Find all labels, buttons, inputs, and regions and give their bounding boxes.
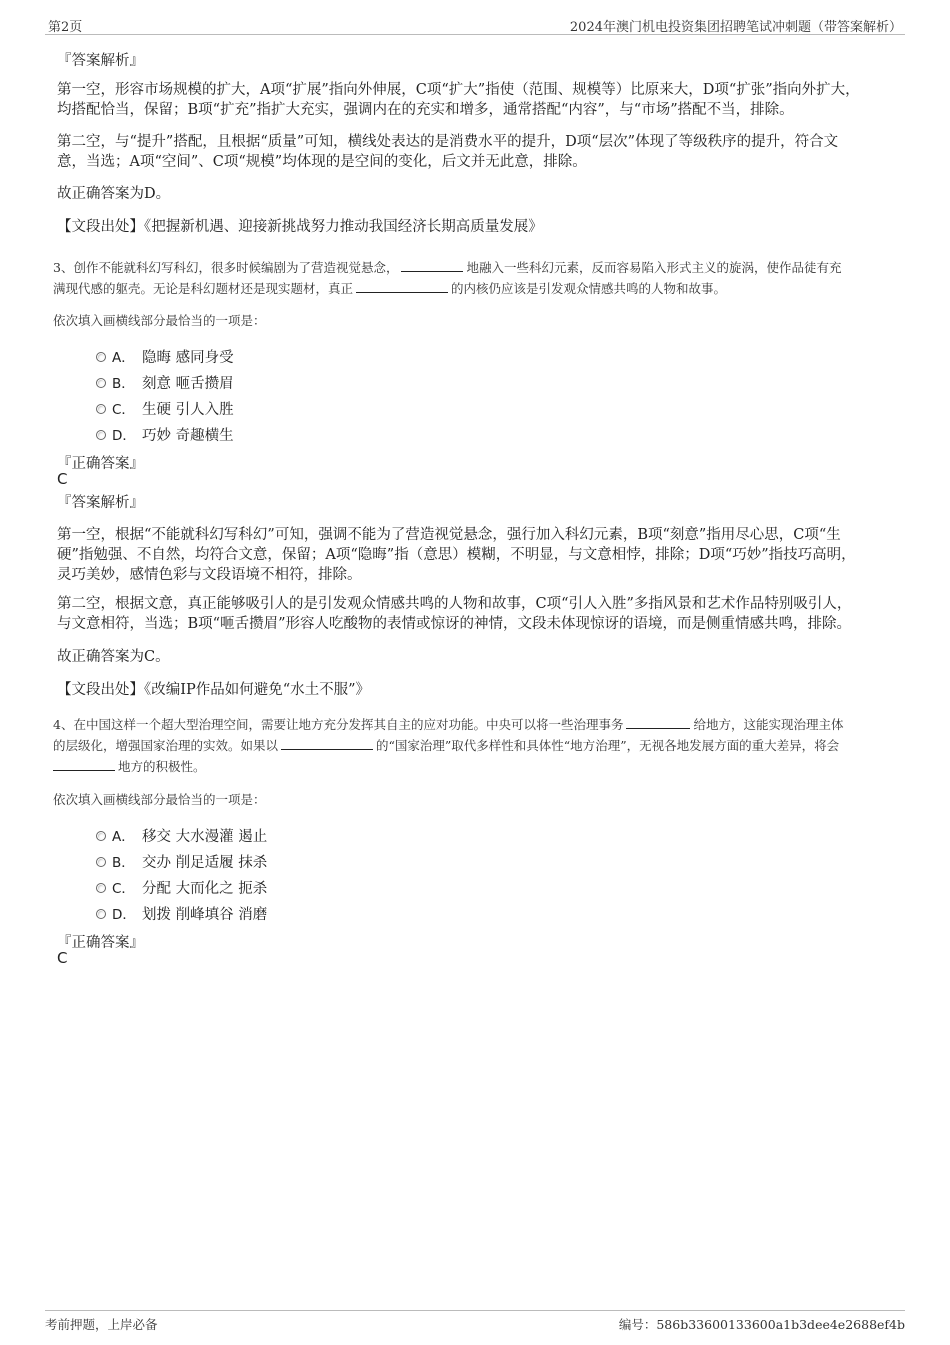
q3-option-d[interactable]: D． 巧妙 奇趣横生 [96,424,234,444]
q2-source: 【文段出处】《把握新机遇、迎接新挑战努力推动我国经济长期高质量发展》 [57,219,543,235]
text-line: 灵巧美妙，感情色彩与文段语境不相符，排除。 [57,567,362,583]
q3-option-a[interactable]: A． 隐晦 感同身受 [96,346,234,366]
radio-icon[interactable] [96,857,106,867]
q3-analysis-para-2 [57,594,902,634]
q2-analysis-para-2 [57,132,902,172]
q2-conclusion: 故正确答案为D。 [57,186,171,202]
text-line: 第二空，根据文意，真正能够吸引人的是引发观众情感共鸣的人物和故事，C项“引人入胜”多指风景和艺术作品特别吸引人， [57,596,852,612]
q3-option-b[interactable]: B． 刻意 咂舌攒眉 [96,372,234,392]
text-line: 4、在中国这样一个超大型治理空间，需要让地方充分发挥其自主的应对功能。中央可以将一些治理事务 给地方，这能实现治理主体 [53,717,844,732]
radio-icon[interactable] [96,352,106,362]
text-line: 第二空，与“提升”搭配，且根据“质量”可知，横线处表达的是消费水平的提升，D项“层次”体现了等级秩序的提升，符合文 [57,134,839,150]
q3-option-c[interactable]: C． 生硬 引人入胜 [96,398,234,418]
q3-analysis-para-1 [57,525,902,585]
fill-blank [281,748,373,750]
radio-icon[interactable] [96,430,106,440]
q4-answer: C [57,949,68,967]
q3-hint: 依次填入画横线部分最恰当的一项是： [53,313,266,328]
text-line: 意，当选；A项“空间”、C项“规模”均体现的是空间的变化，后文并无此意，排除。 [57,154,587,170]
page-header [45,14,905,35]
fill-blank [626,727,690,729]
q4-stem [53,714,903,777]
footer-serial: 编号：586b33600133600a1b3dee4e2688ef4b [618,1317,905,1332]
q4-option-d[interactable]: D． 划拨 削峰填谷 消磨 [96,903,267,923]
q2-analysis-para-1 [57,80,902,120]
text-line: 地方的积极性。 [53,756,903,777]
q4-option-a[interactable]: A． 移交 大水漫灌 遏止 [96,825,267,845]
radio-icon[interactable] [96,378,106,388]
radio-icon[interactable] [96,404,106,414]
fill-blank [401,270,463,272]
q3-answer-label: 『正确答案』 [57,456,144,472]
text-line: 的层级化，增强国家治理的实效。如果以 的“国家治理”取代多样性和具体性“地方治理”，无视各地发展方面的重大差异，将会 [53,738,840,753]
document-title: 2024年澳门机电投资集团招聘笔试冲刺题（带答案解析） [569,20,902,35]
fill-blank [53,769,115,771]
radio-icon[interactable] [96,909,106,919]
q4-option-b[interactable]: B． 交办 削足适履 抹杀 [96,851,267,871]
text-line: 均搭配恰当，保留；B项“扩充”指扩大充实，强调内在的充实和增多，通常搭配“内容”，与“市场”搭配不当，排除。 [57,102,794,118]
text-line: 第一空，根据“不能就科幻写科幻”可知，强调不能为了营造视觉悬念，强行加入科幻元素，B项“刻意”指用尽心思，C项“生 [57,527,841,543]
fill-blank [356,291,448,293]
footer-slogan: 考前押题，上岸必备 [45,1317,158,1332]
q4-answer-label: 『正确答案』 [57,935,144,951]
q3-source: 【文段出处】《改编IP作品如何避免“水土不服”》 [57,682,371,698]
page-footer [45,1310,905,1335]
text-line: 3、创作不能就科幻写科幻，很多时候编剧为了营造视觉悬念， 地融入一些科幻元素，反而容易陷入形式主义的旋涡，使作品徒有充 [53,260,842,275]
q2-analysis-label: 『答案解析』 [57,53,144,69]
q3-conclusion: 故正确答案为C。 [57,649,170,665]
q3-stem [53,257,903,299]
q3-answer: C [57,470,68,488]
text-line: 与文意相符，当选；B项“咂舌攒眉”形容人吃酸物的表情或惊讶的神情，文段未体现惊讶的语境，而是侧重情感共鸣，排除。 [57,616,851,632]
radio-icon[interactable] [96,883,106,893]
text-line: 第一空，形容市场规模的扩大，A项“扩展”指向外伸展，C项“扩大”指使（范围、规模等）比原来大，D项“扩张”指向外扩大， [57,82,860,98]
q4-hint: 依次填入画横线部分最恰当的一项是： [53,792,266,807]
q3-analysis-label: 『答案解析』 [57,495,144,511]
page-number: 第2页 [48,20,83,35]
text-line: 硬”指勉强、不自然，均符合文意，保留；A项“隐晦”指（意思）模糊，不明显，与文意相悖，排除；D项“巧妙”指技巧高明， [57,547,856,563]
radio-icon[interactable] [96,831,106,841]
text-line: 满现代感的躯壳。无论是科幻题材还是现实题材，真正 的内核仍应该是引发观众情感共鸣的人物和故事。 [53,281,727,296]
q4-option-c[interactable]: C． 分配 大而化之 扼杀 [96,877,267,897]
